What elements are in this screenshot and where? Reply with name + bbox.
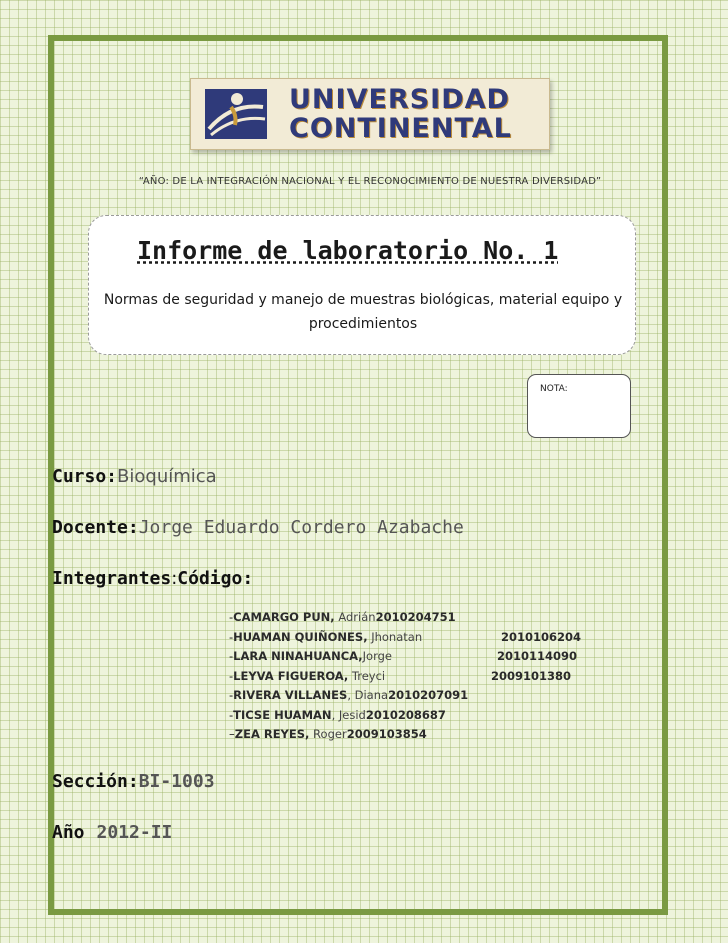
member-surname: LARA NINAHUANCA, bbox=[233, 649, 363, 663]
member-prefix: - bbox=[229, 649, 234, 663]
member-surname: LEYVA FIGUEROA, bbox=[233, 668, 349, 683]
member-code: 2010114090 bbox=[497, 649, 578, 663]
teacher-label: Docente: bbox=[52, 517, 139, 538]
member-code: 2010204751 bbox=[375, 610, 456, 624]
member-given-name: , Diana bbox=[347, 688, 389, 702]
list-item bbox=[229, 727, 609, 747]
list-item bbox=[229, 630, 609, 650]
member-prefix: - bbox=[229, 610, 234, 624]
grade-label: NOTA: bbox=[540, 384, 568, 394]
members-label: Integrantes bbox=[52, 568, 172, 589]
year-motto: “AÑO: DE LA INTEGRACIÓN NACIONAL Y EL RECONOCIMIENTO DE NUESTRA DIVERSIDAD” bbox=[138, 176, 602, 187]
list-item bbox=[229, 610, 609, 630]
member-prefix: - bbox=[229, 707, 234, 722]
year-field bbox=[52, 822, 172, 843]
list-item bbox=[229, 669, 609, 689]
member-surname: TICSE HUAMAN bbox=[233, 707, 332, 722]
member-given-name: Jorge bbox=[362, 649, 392, 663]
members-header bbox=[52, 568, 253, 589]
member-code: 2009101380 bbox=[491, 668, 572, 683]
logo-line-2: CONTINENTAL bbox=[289, 113, 512, 144]
course-field bbox=[52, 466, 217, 487]
member-prefix: – bbox=[229, 727, 235, 741]
member-code: 2010106204 bbox=[501, 629, 582, 644]
members-list bbox=[229, 610, 609, 747]
year-label: Año bbox=[52, 822, 85, 843]
course-label: Curso: bbox=[52, 466, 118, 487]
member-code: 2010208687 bbox=[365, 707, 446, 722]
university-name bbox=[289, 85, 544, 143]
teacher-value: Jorge Eduardo Cordero Azabache bbox=[138, 517, 464, 538]
member-surname: HUAMAN QUIÑONES, bbox=[233, 629, 368, 644]
logo-line-1: UNIVERSIDAD bbox=[289, 84, 510, 115]
university-globe-emblem-icon bbox=[201, 85, 271, 143]
list-item bbox=[229, 649, 609, 669]
list-item bbox=[229, 688, 609, 708]
member-given-name: Roger bbox=[309, 727, 347, 741]
section-value: BI-1003 bbox=[138, 771, 215, 792]
member-surname: ZEA REYES, bbox=[234, 727, 310, 741]
code-label: Código: bbox=[177, 568, 254, 589]
member-given-name: Jhonatan bbox=[367, 629, 423, 644]
member-code: 2009103854 bbox=[346, 727, 427, 741]
list-item bbox=[229, 708, 609, 728]
member-given-name: , Jesid bbox=[331, 707, 366, 722]
member-prefix: - bbox=[229, 688, 234, 702]
report-subtitle: Normas de seguridad y manejo de muestras biológicas, material equipo y procedimientos bbox=[103, 292, 623, 332]
report-title-box bbox=[88, 215, 636, 355]
member-given-name: Treyci bbox=[348, 668, 386, 683]
member-prefix: - bbox=[229, 668, 234, 683]
section-field bbox=[52, 771, 215, 792]
teacher-field bbox=[52, 517, 464, 538]
member-surname: RIVERA VILLANES bbox=[233, 688, 348, 702]
members-separator: : bbox=[171, 568, 178, 589]
grade-box bbox=[527, 374, 631, 438]
report-title: Informe de laboratorio No. 1 bbox=[137, 236, 559, 265]
member-given-name: Adrián bbox=[334, 610, 376, 624]
course-value: Bioquímica bbox=[117, 466, 217, 487]
member-code: 2010207091 bbox=[388, 688, 469, 702]
section-label: Sección: bbox=[52, 771, 139, 792]
member-surname: CAMARGO PUN, bbox=[233, 610, 335, 624]
year-value: 2012-II bbox=[96, 822, 173, 843]
university-logo bbox=[190, 78, 550, 150]
member-prefix: - bbox=[229, 629, 234, 644]
